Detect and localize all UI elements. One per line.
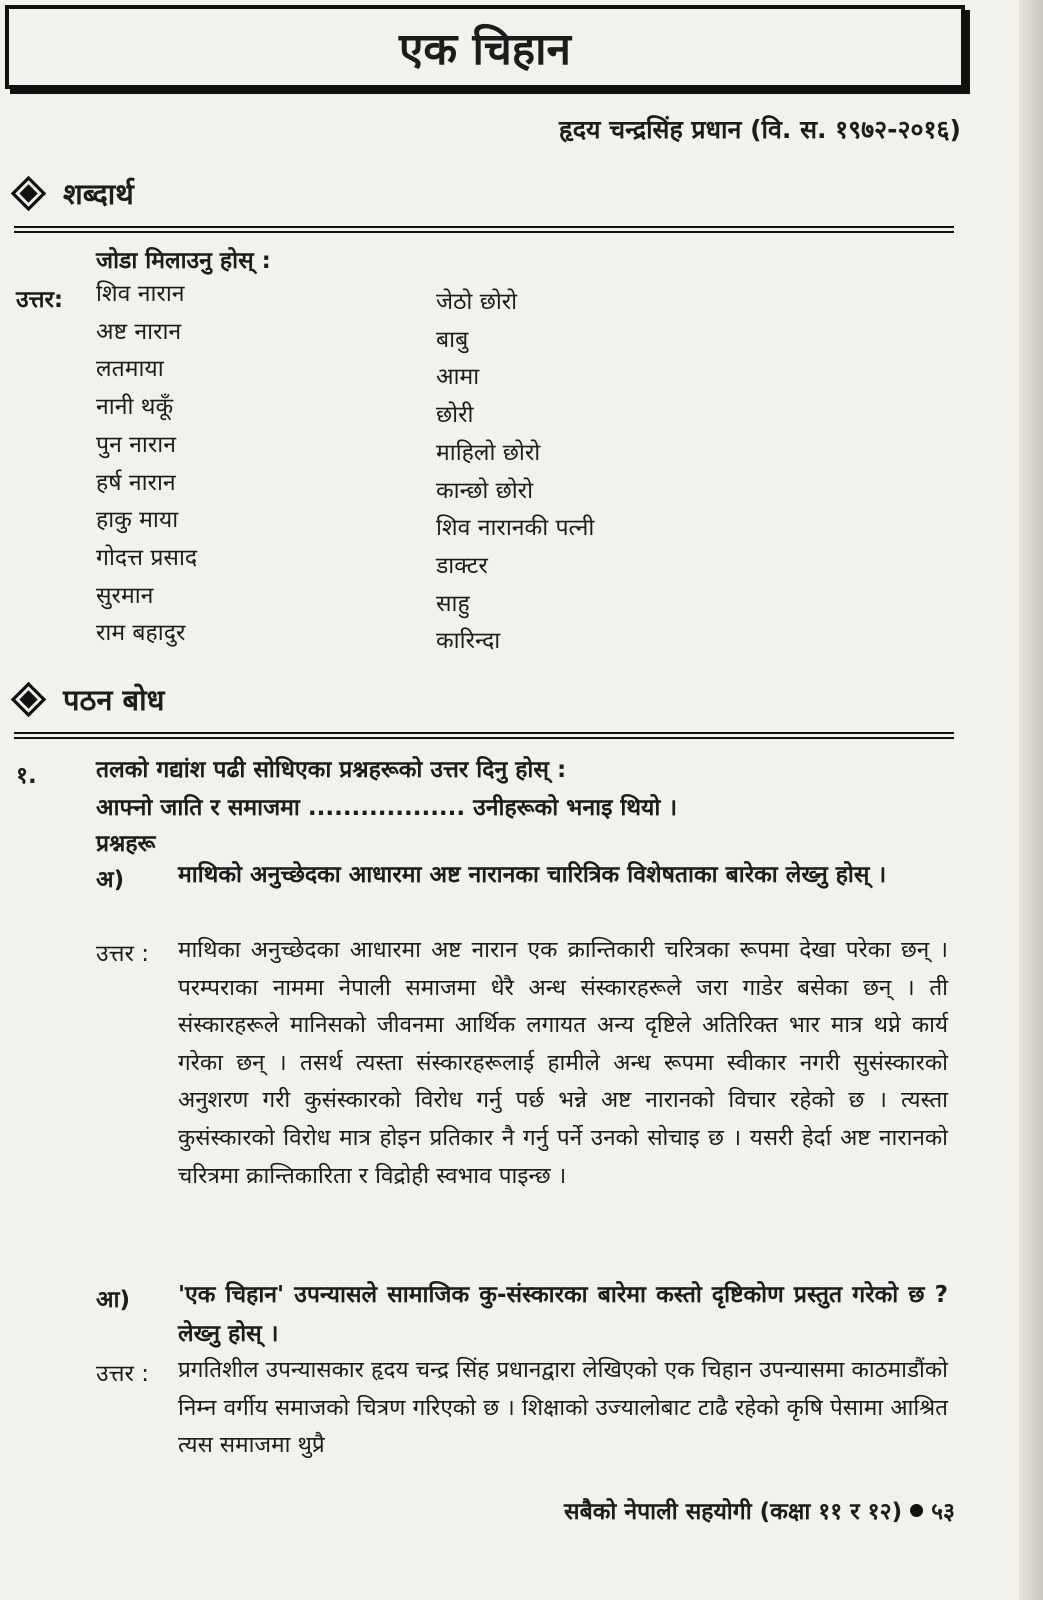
list-item: छोरी <box>436 402 474 429</box>
list-item: जेठो छोरो <box>436 289 518 315</box>
list-item: नानी थकूँ <box>96 394 174 421</box>
chapter-title-box <box>5 5 965 89</box>
diamond-bullet-icon <box>11 682 46 717</box>
list-item: कारिन्दा <box>436 628 501 655</box>
diamond-bullet-icon <box>11 176 46 211</box>
list-item: हर्ष नारान <box>96 469 176 496</box>
section-heading-text: पठन बोध <box>63 683 165 717</box>
match-instruction: जोडा मिलाउनु होस् : <box>96 248 271 274</box>
list-item: डाक्टर <box>436 552 488 579</box>
question-number: १. <box>16 763 37 789</box>
page-edge-shadow <box>1019 0 1043 1600</box>
section-heading-text: शब्दार्थ <box>63 177 134 211</box>
answer-label: उत्तर: <box>16 287 64 313</box>
list-item: साहु <box>436 590 470 617</box>
answer-b-paragraph: प्रगतिशील उपन्यासकार हृदय चन्द्र सिंह प्रधानद्वारा लेखिएको एक चिहान उपन्यासमा काठमाडौंको निम्न वर्गीय समाजको चित्रण गरिएको छ । शिक्षाको उज्यालोबाट टाढै रहेको कृषि पेसामा आश्रित त्यस समाजमा थुप्रै <box>178 1357 948 1459</box>
page-footer <box>564 1494 955 1526</box>
author-line: हृदय चन्द्रसिंह प्रधान (वि. स. १९७२-२०१६) <box>558 115 961 144</box>
list-item: अष्ट नारान <box>96 318 182 345</box>
sub-question-label-a: अ) <box>96 867 125 893</box>
passage-line: आफ्नो जाति र समाजमा .................. उनीहरूको भनाइ थियो । <box>96 795 678 821</box>
list-item: लतमाया <box>96 356 164 383</box>
chapter-title: एक चिहान <box>399 24 571 75</box>
answer-a-paragraph: माथिका अनुच्छेदका आधारमा अष्ट नारान एक क्रान्तिकारी चरित्रका रूपमा देखा परेका छन् । परम्पराका नाममा नेपाली समाजमा धेरै अन्ध संस्कारहरूले जरा गाडेर बसेका छन् । ती संस्कारहरूले मानिसको जीवनमा आर्थिक लगायत अन्य दृष्टिले अतिरिक्त भार मात्र थप्ने कार्य गरेका छन् । तसर्थ त्यस्ता संस्कारहरूलाई हामीले अन्ध रूपमा स्वीकार नगरी सुसंस्कारको अनुशरण गरी कुसंस्कारको विरोध गर्नु पर्छ भन्ने अष्ट नारानको विचार रहेको छ । त्यस्ता कुसंस्कारको विरोध मात्र होइन प्रतिकार नै गर्नु पर्ने उनको सोचाइ छ । यसरी हेर्दा अष्ट नारानको चरित्रमा क्रान्तिकारिता र विद्रोही स्वभाव पाइन्छ । <box>178 937 948 1189</box>
section-heading-reading <box>16 680 164 719</box>
list-item: हाकु माया <box>96 507 179 534</box>
sub-question-a: माथिको अनुच्छेदका आधारमा अष्ट नारानका चारित्रिक विशेषताका बारेका लेख्नु होस् । <box>178 862 887 888</box>
answer-tag-b: उत्तर : <box>96 1361 149 1387</box>
list-item: गोदत्त प्रसाद <box>96 544 198 571</box>
list-item: कान्छो छोरो <box>436 477 534 504</box>
list-item: पुन नारान <box>96 431 176 458</box>
section-heading-vocabulary <box>16 174 134 213</box>
list-item: शिव नारान <box>96 281 185 307</box>
sub-question-label-b: आ) <box>96 1287 131 1313</box>
sub-question-b: 'एक चिहान' उपन्यासले सामाजिक कु-संस्कारका बारेमा कस्तो दृष्टिकोण प्रस्तुत गरेको छ ? लेख्नु होस् । <box>178 1282 948 1347</box>
list-item: बाबु <box>436 326 469 353</box>
list-item: राम बहादुर <box>96 620 186 647</box>
answer-tag-a: उत्तर : <box>96 941 149 967</box>
section-divider <box>14 226 954 233</box>
character-names-list <box>96 276 197 653</box>
footer-dot-icon <box>910 1504 923 1517</box>
page-number: ५३ <box>931 1499 955 1525</box>
relations-list <box>436 284 594 661</box>
questions-label: प्रश्नहरू <box>96 831 156 857</box>
list-item: माहिलो छोरो <box>436 439 541 466</box>
list-item: आमा <box>436 364 480 391</box>
footer-book-title: सबैको नेपाली सहयोगी (कक्षा ११ र १२) <box>564 1499 903 1525</box>
list-item: सुरमान <box>96 582 154 609</box>
list-item: शिव नारानकी पत्नी <box>436 515 595 542</box>
question-text: तलको गद्यांश पढी सोधिएका प्रश्नहरूको उत्तर दिनु होस् : <box>96 757 567 783</box>
section-divider <box>14 732 954 739</box>
